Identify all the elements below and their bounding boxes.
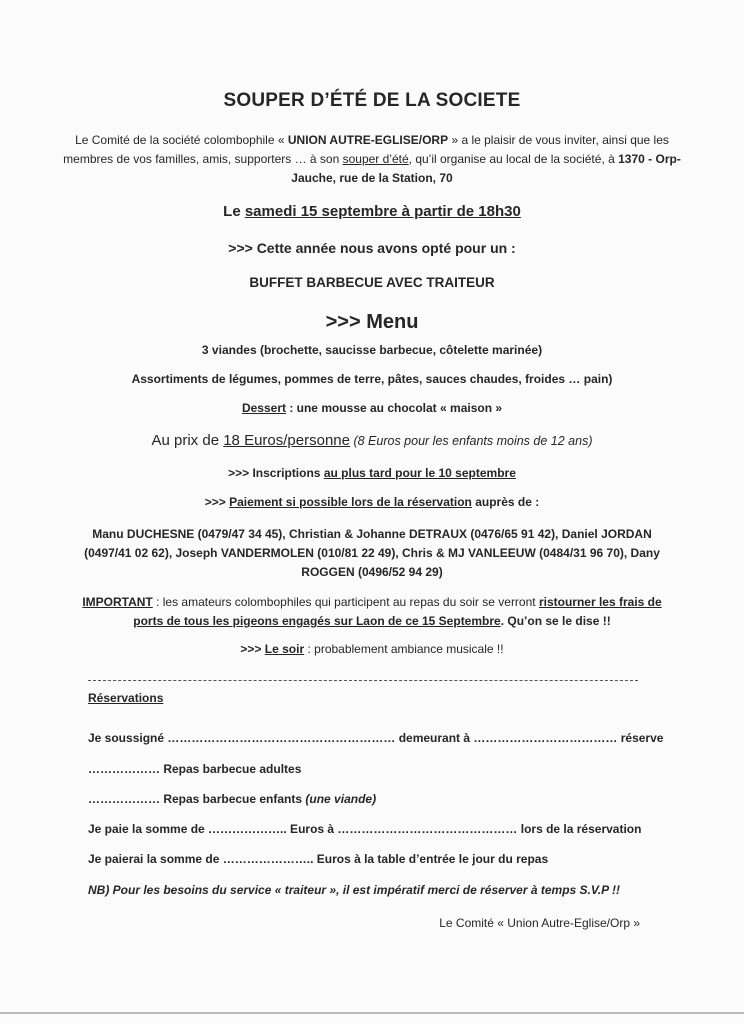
dessert-text: : une mousse au chocolat « maison » xyxy=(285,401,503,415)
event-address: 1370 - Orp-Jauche, rue de la Station, 70 xyxy=(291,152,681,185)
intro-paragraph xyxy=(60,131,684,188)
important-label: IMPORTANT xyxy=(82,595,153,609)
inscriptions-prefix: >>> Inscriptions xyxy=(228,466,324,480)
payment-line xyxy=(0,495,744,509)
opted-line: >>> Cette année nous avons opté pour un : xyxy=(228,240,516,256)
menu-heading: >>> Menu xyxy=(325,311,419,333)
reservation-children-text: ……………… Repas barbecue enfants xyxy=(88,792,306,806)
event-name: souper d’été xyxy=(342,152,409,166)
cut-line-divider xyxy=(88,680,638,681)
reservation-line-name: Je soussigné ………………………………………………… demeurant à ……………………………… réserve xyxy=(88,731,664,745)
document-title: SOUPER D’ÉTÉ DE LA SOCIETE xyxy=(223,90,521,111)
intro-text-3: , qu’il organise au local de la société, à xyxy=(408,152,619,166)
payment-suffix: auprès de : xyxy=(471,495,540,509)
reservations-title: Réservations xyxy=(88,691,164,705)
price-prefix: Au prix de xyxy=(151,432,224,449)
payment-prefix: >>> xyxy=(204,495,230,509)
buffet-line: BUFFET BARBECUE AVEC TRAITEUR xyxy=(249,275,495,290)
evening-prefix: >>> xyxy=(240,642,265,656)
intro-text-1: Le Comité de la société colombophile « xyxy=(75,133,288,147)
payment-main: Paiement si possible lors de la réservation xyxy=(229,495,472,509)
reservation-line-adults: ……………… Repas barbecue adultes xyxy=(88,762,302,776)
important-refund: ristourner les frais de ports de tous les pigeons engagés sur Laon de ce 15 Septembre xyxy=(133,595,662,628)
inscriptions-deadline: au plus tard pour le 10 septembre xyxy=(323,466,516,480)
menu-item-dessert xyxy=(0,401,744,415)
reservation-line-later-payment: Je paierai la somme de ………………….. Euros à la table d’entrée le jour du repas xyxy=(88,852,549,866)
scan-edge xyxy=(0,1012,744,1014)
evening-label: Le soir xyxy=(264,642,305,656)
event-date xyxy=(0,203,744,220)
reservation-children-note: (une viande) xyxy=(305,792,377,806)
evening-text: : probablement ambiance musicale !! xyxy=(304,642,504,656)
intro-text-2: » a le plaisir de vous inviter, ainsi que les membres de vos familles, amis, supporters … à son xyxy=(63,133,669,166)
price-line xyxy=(0,432,744,449)
event-date-main: samedi 15 septembre à partir de 18h30 xyxy=(244,203,521,220)
club-name: UNION AUTRE-EGLISE/ORP xyxy=(287,133,449,147)
menu-item-sides: Assortiments de légumes, pommes de terre, pâtes, sauces chaudes, froides … pain) xyxy=(131,372,613,386)
dessert-label: Dessert xyxy=(241,401,286,415)
price-children: (8 Euros pour les enfants moins de 12 ans) xyxy=(349,434,593,448)
contacts-list: Manu DUCHESNE (0479/47 34 45), Christian & Johanne DETRAUX (0476/65 91 42), Daniel JORDAN (0497/41 02 62), Joseph VANDERMOLEN (010/81 22 49), Chris & MJ VANLEEUW (0484/31 96 70), Dany ROGGEN (0496/52 94 29) xyxy=(84,527,660,579)
menu-item-meats: 3 viandes (brochette, saucisse barbecue, côtelette marinée) xyxy=(201,343,543,357)
event-date-prefix: Le xyxy=(223,203,245,220)
important-notice xyxy=(70,593,674,631)
signature: Le Comité « Union Autre-Eglise/Orp » xyxy=(439,916,640,930)
important-text-1: : les amateurs colombophiles qui participent au repas du soir se verront xyxy=(152,595,539,609)
reservation-line-payment: Je paie la somme de ……………….. Euros à ……………………………………… lors de la réservation xyxy=(88,822,642,836)
price-amount: 18 Euros/personne xyxy=(223,432,350,449)
inscriptions-line xyxy=(0,466,744,480)
evening-line xyxy=(0,642,744,656)
reservation-line-children xyxy=(88,792,376,806)
nb-note: NB) Pour les besoins du service « traiteur », il est impératif merci de réserver à temps S.V.P !! xyxy=(88,883,620,897)
important-text-2: . Qu’on se le dise !! xyxy=(500,614,611,628)
